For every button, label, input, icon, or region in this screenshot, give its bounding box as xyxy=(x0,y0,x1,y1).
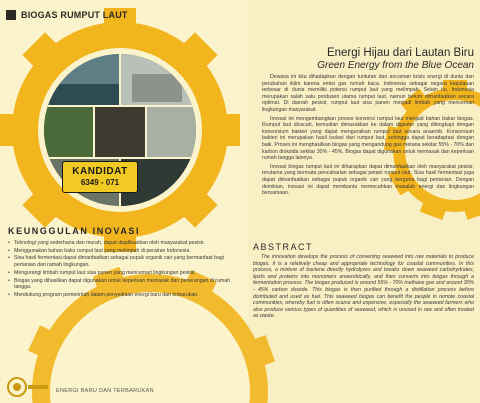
article-title-block xyxy=(252,46,474,72)
intro-paragraph: Dewasa ini kita dihadapkan dengan tuntutan dan ancaman krisis energi di dunia dan perubahan iklim karena emisi gas rumah kaca. Indonesia sebagai negara kepulauan terbesar di dunia memiliki potensi rumput laut yang melimpah. Selain itu, Indonesia merupakan salah satu produsen utama rumput laut, namun belum dimanfaatkan secara optimal. Di daerah pesisir, rumput laut sisa panen menjadi limbah yang mencemari lingkungan masyarakat. xyxy=(262,74,474,113)
advantage-item: • Biogas yang dihasilkan dapat digunakan untuk keperluan memasak dan penerangan di rumah tangga. xyxy=(8,278,240,291)
abstract-paragraph: The innovation develops the process of converting seaweed into raw materials to produce biogas. It is a relatively cheap and appropriate technology for coastal communities. In this process, a mixture of bacteria directly hydrolyzes and breaks down seaweed carbohydrates, lipids and proteins into monomers anaerobically, and then converts into biogas through a fermentation process. The biogas produced is around 55% - 70% methane gas and around 30% - 45% carbon dioxide. This biogas is then purified through a distillation process before distributed and used as fuel. This seaweed biogas can benefit the people in remote coastal communities, whereby fuel is often scarce and expensive, especially the seaweed farmers who also produce various types of quantities of seaweed, which is unused in raw and often treated as waste. xyxy=(253,254,474,320)
badge-label: KANDIDAT xyxy=(72,166,128,177)
article-subtitle: Green Energy from the Blue Ocean xyxy=(317,60,474,71)
abstract-heading: ABSTRACT xyxy=(253,242,314,252)
article-title: Energi Hijau dari Lautan Biru xyxy=(326,47,474,59)
intro-text xyxy=(262,74,474,260)
advantage-item: • Menggunakan bahan baku rumput laut yang melimpah di perairan Indonesia. xyxy=(8,248,240,255)
footer-text: ENERGI BARU DAN TERBARUKAN xyxy=(56,388,154,394)
advantage-item: • Mengurangi limbah rumput laut sisa panen yang mencemari lingkungan pesisir. xyxy=(8,270,240,277)
header-title: BIOGAS RUMPUT LAUT xyxy=(21,10,128,20)
intro-paragraph: Inovasi biogas rumput laut ini diharapkan dapat dimanfaatkan oleh masyarakat pesisir, terutama yang bermata pencaharian sebagai petani rumput laut. Sisa hasil fermentasi juga dapat dimanfaatkan sebagai pupuk organik cair yang berguna bagi pertanian. Dengan demikian, inovasi ini dapat membantu memecahkan masalah energi dan lingkungan bersamaan. xyxy=(262,163,474,197)
advantages-list xyxy=(8,240,240,368)
footer-logo-icon xyxy=(6,376,50,398)
candidate-badge xyxy=(62,161,138,193)
footer xyxy=(56,386,236,396)
advantage-item: • Mendukung program pemerintah dalam penyediaan energi baru dan terbarukan. xyxy=(8,292,240,299)
header-bar xyxy=(6,8,156,22)
abstract-text-block xyxy=(253,254,474,350)
header-square-icon xyxy=(6,10,16,20)
advantage-item: • Teknologi yang sederhana dan murah, dapat diaplikasikan oleh masyarakat pesisir. xyxy=(8,240,240,247)
advantage-item: • Sisa hasil fermentasi dapat dimanfaatkan sebagai pupuk organik cair yang bermanfaat bagi pertanian dan ramah lingkungan. xyxy=(8,255,240,268)
intro-paragraph: Inovasi ini mengembangkan proses konversi rumput laut menjadi bahan bakar biogas. Rumput laut dicacah, kemudian dimasukkan ke dalam digester yang dilengkapi dengan konsorsium bakteri yang dapat menguraikan rumput laut secara anaerob. Konsorsium bakteri ini merupakan hasil isolasi dari rumput laut, sehingga dapat beradaptasi dengan baik. Proses ini menghasilkan biogas yang mengandung gas metana sekitar 55% - 70% dan karbon dioksida sekitar 30% - 45%. Biogas dapat digunakan untuk memasak dan keperluan rumah tangga lainnya. xyxy=(262,115,474,162)
badge-number: 6349 - 071 xyxy=(80,178,120,187)
advantages-heading: KEUNGGULAN INOVASI xyxy=(8,226,141,236)
